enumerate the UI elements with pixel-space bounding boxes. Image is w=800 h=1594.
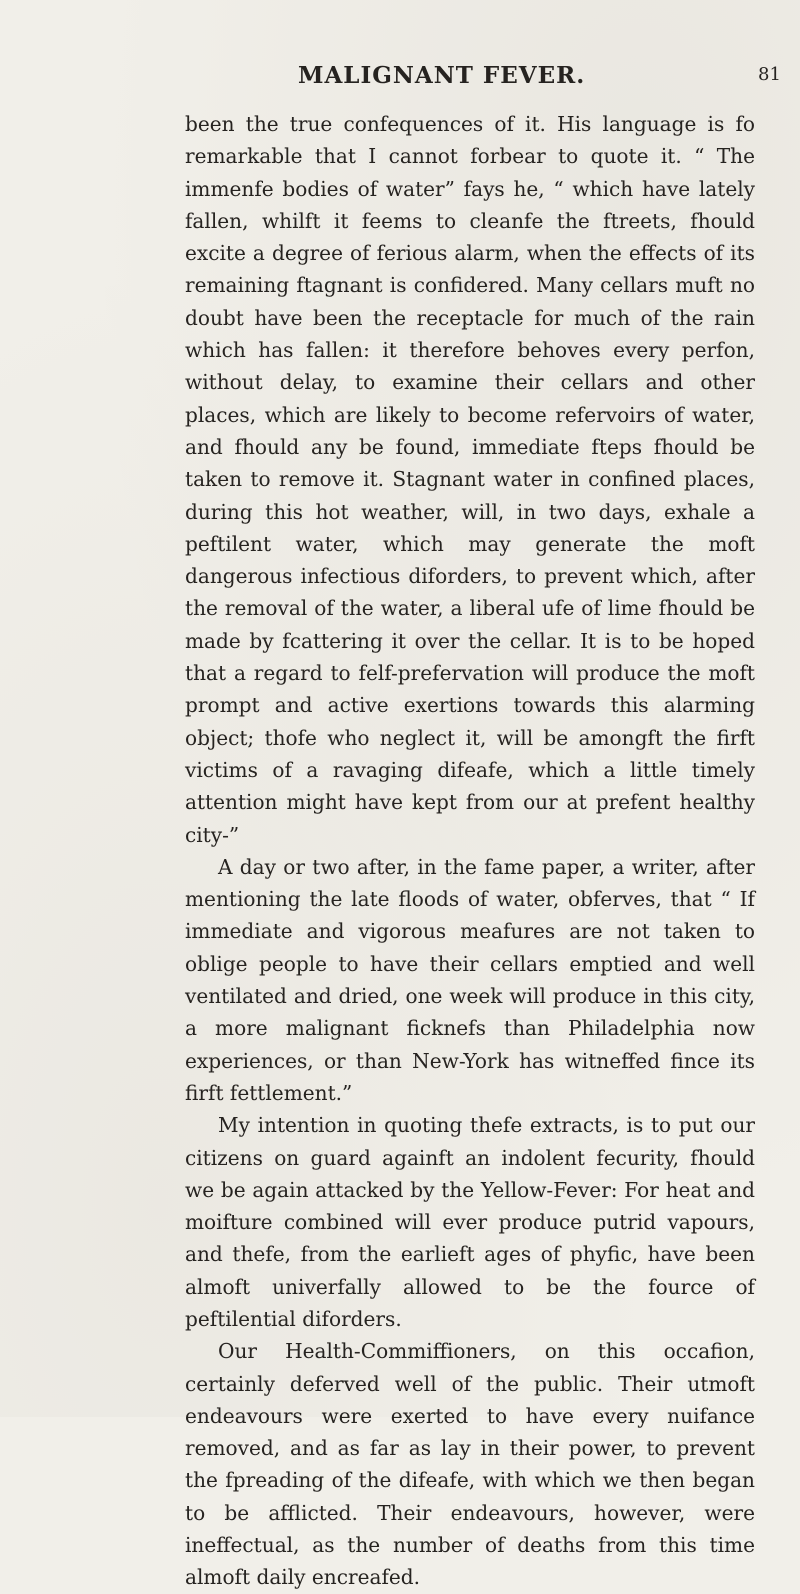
paragraph-2: A day or two after, in the fame paper, a writer, after mentioning the late floods of water, obferves, that “ If immediate and vigorous meafures are not taken to oblige people to have their cellars emptied and well ventilated and dried, one week will produce in this city, a more malignant ficknefs than Philadelphia now experiences, or than New-York has witneffed fince its firft fettlement.”	[185, 854, 755, 1105]
running-title: MALIGNANT FEVER.	[298, 62, 586, 89]
paragraph-1: been the true confequences of it. His language is fo remarkable that I cannot forbear to quote it. “ The immenfe bodies of water” fays he, “ which have lately fallen, whilft it feems to cleanfe the ftreets, fhould excite a degree of ferious alarm, when the effects of its remaining ftagnant is confidered. Many cellars muft no doubt have been the receptacle for much of the rain which has fallen: it therefore behoves every perfon, without delay, to examine their cellars and other places, which are likely to become refervoirs of water, and fhould any be found, immediate fteps fhould be taken to remove it. Stagnant water in confined places, during this hot weather, will, in two days, exhale a peftilent water, which may generate the moft dangerous infectious diforders, to prevent which, after the removal of the water, a liberal ufe of lime fhould be made by fcattering it over the cellar. It is to be hoped that a regard to felf-prefervation will produce the moft prompt and active exertions towards this alarming object; thofe who neglect it, will be amongft the firft victims of a ravaging difeafe, which a little timely attention might have kept from our at prefent healthy city-”	[185, 112, 755, 847]
paragraph-3: My intention in quoting thefe extracts, is to put our citizens on guard againft an indolent fecurity, fhould we be again attacked by the Yellow-Fever: For heat and moifture combined will ever produce putrid vapours, and thefe, from the earlieft ages of phyfic, have been almoft univerfally allowed to be the fource of peftilential diforders.	[185, 1113, 755, 1331]
body-text	[185, 108, 755, 1594]
paragraph-4: Our Health-Commiffioners, on this occafion, certainly deferved well of the public. Their utmoft endeavours were exerted to have every nuifance removed, and as far as lay in their power, to prevent the fpreading of the difeafe, with which we then began to be afflicted. Their endeavours, however, were ineffectual, as the number of deaths from this time almoft daily encreafed.	[185, 1339, 755, 1590]
running-head	[0, 62, 800, 98]
page-number: 81	[758, 64, 781, 85]
